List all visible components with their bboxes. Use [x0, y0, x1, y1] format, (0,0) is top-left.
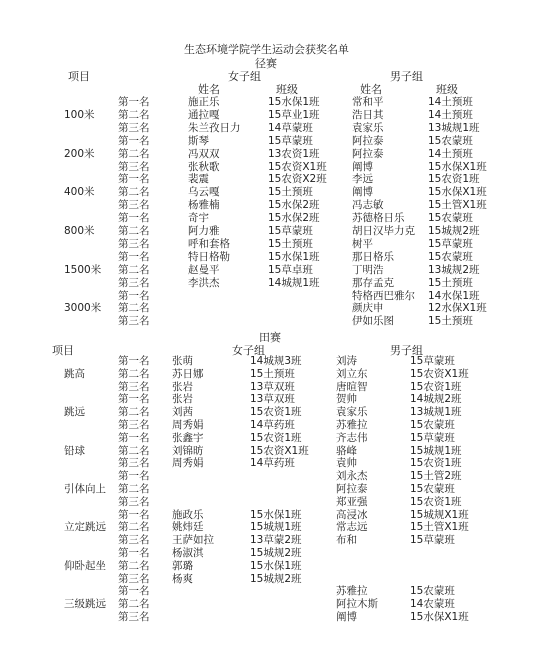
field-row-rank: 第一名	[118, 547, 150, 559]
field-row-women-class: 14草药班	[250, 457, 295, 470]
track-row-men-class: 13城规1班	[428, 121, 480, 134]
track-row-women-name: 朱兰孜日力	[188, 121, 241, 134]
track-row-men-name: 袁家乐	[352, 121, 384, 134]
field-row-women-class: 15水保1班	[250, 559, 302, 572]
field-row-item: 三级跳远	[64, 598, 106, 611]
track-row-men-name: 李远	[352, 173, 373, 186]
track-row-women-name: 冯双双	[188, 147, 220, 160]
field-row-women-name: 姚炜廷	[172, 521, 204, 534]
track-row-men-name: 颜庆申	[352, 302, 384, 315]
field-row-men-name: 苏雅拉	[336, 419, 368, 431]
field-row-men-name: 刘涛	[336, 355, 357, 367]
field-row-item: 跳远	[64, 406, 85, 419]
track-row-men-name: 伊如乐图	[352, 315, 394, 328]
field-row-men-name: 袁家乐	[336, 406, 368, 419]
track-row-item: 200米	[64, 147, 95, 160]
track-row-women-class: 15水保2班	[268, 199, 320, 212]
field-row-rank: 第二名	[118, 598, 150, 611]
track-row-women-name: 特日格勒	[188, 250, 230, 263]
track-row-men-class: 13城规2班	[428, 263, 480, 276]
track-header-men-name: 姓名	[360, 83, 382, 96]
track-row-men-name: 胡日汉毕力克	[352, 225, 415, 237]
track-row-rank: 第一名	[118, 96, 150, 108]
track-row-rank: 第三名	[118, 315, 150, 328]
field-row-men-name: 唐暄智	[336, 380, 368, 393]
track-row-men-class: 14土预班	[428, 147, 473, 160]
field-row-women-class: 13草双班	[250, 380, 295, 393]
field-row-women-class: 15城规1班	[250, 521, 302, 534]
field-row-men-class: 14农蒙班	[410, 598, 455, 611]
track-row-men-class: 15农资1班	[428, 173, 480, 186]
field-row-rank: 第一名	[118, 431, 150, 444]
track-row-rank: 第二名	[118, 108, 150, 121]
field-row-rank: 第三名	[118, 380, 150, 393]
field-row-women-name: 张岩	[172, 380, 193, 393]
field-row-rank: 第三名	[118, 419, 150, 431]
field-row-women-name: 王萨如拉	[172, 534, 214, 547]
field-row-rank: 第一名	[118, 585, 150, 598]
field-row-rank: 第一名	[118, 508, 150, 521]
field-row-men-class: 14城规2班	[410, 393, 462, 406]
field-row-women-class: 15土预班	[250, 367, 295, 380]
track-row-men-name: 苏德格日乐	[352, 212, 405, 225]
track-row-men-class: 12水保X1班	[428, 302, 487, 315]
track-row-men-class: 15土预班	[428, 315, 473, 328]
field-row-men-class: 15农资1班	[410, 495, 462, 508]
field-row-women-class: 15城规2班	[250, 572, 302, 585]
field-row-men-class: 15农蒙班	[410, 419, 455, 431]
track-header-women: 女子组	[228, 70, 261, 83]
field-row-women-class: 15农资X1班	[250, 444, 309, 457]
track-row-women-class: 15农资X2班	[268, 173, 327, 186]
track-row-rank: 第三名	[118, 199, 150, 212]
field-row-men-name: 高浸冰	[336, 508, 368, 521]
field-row-item: 立定跳远	[64, 521, 106, 534]
track-row-men-name: 那日格乐	[352, 250, 394, 263]
field-row-rank: 第三名	[118, 534, 150, 547]
field-row-men-class: 15水保X1班	[410, 611, 469, 623]
track-row-item: 400米	[64, 186, 95, 199]
track-row-men-class: 15农蒙班	[428, 212, 473, 225]
track-row-women-name: 裴震	[188, 173, 209, 186]
track-row-women-class: 15土预班	[268, 186, 313, 199]
field-row-men-class: 13城规1班	[410, 406, 462, 419]
track-row-men-class: 14土预班	[428, 108, 473, 121]
field-row-men-name: 阿拉泰	[336, 483, 368, 495]
track-row-women-name: 奇宇	[188, 212, 209, 225]
field-row-men-class: 15土管X1班	[410, 521, 469, 534]
field-row-men-name: 贺帅	[336, 393, 357, 406]
field-row-rank: 第三名	[118, 572, 150, 585]
track-row-rank: 第二名	[118, 186, 150, 199]
track-row-item: 800米	[64, 225, 95, 237]
field-row-women-class: 14城规3班	[250, 355, 302, 367]
field-header-men: 男子组	[390, 344, 423, 357]
track-row-men-class: 14土预班	[428, 96, 473, 108]
track-row-item: 3000米	[64, 302, 102, 315]
track-row-rank: 第二名	[118, 263, 150, 276]
field-row-men-class: 15草蒙班	[410, 534, 455, 547]
field-row-men-name: 骆峰	[336, 444, 357, 457]
track-row-women-class: 15草卓班	[268, 263, 313, 276]
field-heading: 田赛	[259, 331, 281, 344]
track-row-women-class: 15水保1班	[268, 96, 320, 108]
field-row-men-class: 15城规1班	[410, 444, 462, 457]
field-row-rank: 第二名	[118, 483, 150, 495]
field-row-rank: 第一名	[118, 470, 150, 483]
track-row-women-name: 张秋歌	[188, 160, 220, 173]
track-row-men-class: 14水保1班	[428, 289, 480, 302]
track-heading: 径赛	[255, 57, 277, 70]
field-row-women-class: 15农资1班	[250, 406, 302, 419]
field-row-rank: 第二名	[118, 559, 150, 572]
field-row-men-name: 阿拉木斯	[336, 598, 378, 611]
field-row-men-class: 15农资1班	[410, 457, 462, 470]
field-row-item: 跳高	[64, 367, 85, 380]
field-row-item: 铅球	[64, 444, 85, 457]
field-row-women-name: 周秀娟	[172, 419, 204, 431]
field-row-women-class: 14草药班	[250, 419, 295, 431]
track-row-men-class: 15土管X1班	[428, 199, 487, 212]
field-row-men-name: 刘立东	[336, 367, 368, 380]
field-row-women-name: 张萌	[172, 355, 193, 367]
track-row-women-name: 杨雅楠	[188, 199, 220, 212]
field-row-item: 引体向上	[64, 483, 106, 495]
track-row-men-name: 那存孟克	[352, 276, 394, 289]
track-row-rank: 第二名	[118, 147, 150, 160]
field-row-men-class: 15农蒙班	[410, 483, 455, 495]
field-row-rank: 第三名	[118, 495, 150, 508]
track-row-men-name: 阿拉泰	[352, 147, 384, 160]
track-row-men-name: 浩日其	[352, 108, 384, 121]
track-row-rank: 第二名	[118, 302, 150, 315]
field-row-women-name: 杨淑淇	[172, 547, 204, 559]
track-row-item: 100米	[64, 108, 95, 121]
track-row-women-name: 李洪杰	[188, 276, 220, 289]
track-row-rank: 第一名	[118, 289, 150, 302]
track-header-women-name: 姓名	[198, 83, 220, 96]
track-row-women-class: 15草蒙班	[268, 225, 313, 237]
track-row-men-name: 树平	[352, 237, 373, 250]
track-row-rank: 第三名	[118, 121, 150, 134]
track-header-women-class: 班级	[276, 83, 298, 96]
track-row-men-name: 冯志敏	[352, 199, 384, 212]
field-row-men-name: 齐志伟	[336, 431, 368, 444]
track-row-women-class: 15草业1班	[268, 108, 320, 121]
field-header-item: 项目	[52, 344, 74, 357]
track-row-women-name: 阿力雅	[188, 225, 220, 237]
track-row-women-name: 呼和套格	[188, 237, 230, 250]
track-row-women-class: 13农资1班	[268, 147, 320, 160]
field-row-men-class: 15城规X1班	[410, 508, 469, 521]
track-row-women-class: 15水保2班	[268, 212, 320, 225]
title: 生态环境学院学生运动会获奖名单	[184, 43, 349, 56]
field-row-women-name: 刘锦昉	[172, 444, 204, 457]
field-row-men-name: 郑亚强	[336, 495, 368, 508]
track-row-women-class: 14草蒙班	[268, 121, 313, 134]
field-row-women-name: 张鑫宇	[172, 431, 204, 444]
field-row-women-name: 苏日娜	[172, 367, 204, 380]
track-row-women-name: 通拉嘎	[188, 108, 220, 121]
field-row-rank: 第一名	[118, 393, 150, 406]
track-header-men: 男子组	[390, 70, 423, 83]
field-row-women-class: 13草双班	[250, 393, 295, 406]
track-row-men-name: 阐博	[352, 160, 373, 173]
track-row-women-class: 15土预班	[268, 237, 313, 250]
track-row-men-class: 15农蒙班	[428, 250, 473, 263]
field-row-men-class: 15农资X1班	[410, 367, 469, 380]
track-row-men-class: 15草蒙班	[428, 237, 473, 250]
field-row-women-name: 郭璐	[172, 559, 193, 572]
track-row-men-class: 15水保X1班	[428, 160, 487, 173]
track-header-item: 项目	[68, 70, 90, 83]
field-row-rank: 第三名	[118, 611, 150, 623]
track-row-rank: 第三名	[118, 160, 150, 173]
field-row-women-name: 周秀娟	[172, 457, 204, 470]
track-row-rank: 第三名	[118, 276, 150, 289]
field-row-rank: 第二名	[118, 406, 150, 419]
field-row-men-name: 苏雅拉	[336, 585, 368, 598]
field-row-women-name: 杨爽	[172, 572, 193, 585]
field-row-women-class: 15城规2班	[250, 547, 302, 559]
field-row-men-name: 刘永杰	[336, 470, 368, 483]
track-row-rank: 第一名	[118, 173, 150, 186]
track-row-women-name: 斯琴	[188, 134, 209, 147]
field-row-women-name: 施政乐	[172, 508, 204, 521]
field-row-rank: 第三名	[118, 457, 150, 470]
field-row-rank: 第一名	[118, 355, 150, 367]
field-row-rank: 第二名	[118, 521, 150, 534]
field-row-women-name: 刘茜	[172, 406, 193, 419]
track-header-men-class: 班级	[436, 83, 458, 96]
field-row-women-class: 15农资1班	[250, 431, 302, 444]
field-row-men-name: 布和	[336, 534, 357, 547]
track-row-men-class: 15农蒙班	[428, 134, 473, 147]
field-row-men-name: 袁帅	[336, 457, 357, 470]
track-row-rank: 第一名	[118, 250, 150, 263]
track-row-men-class: 15土预班	[428, 276, 473, 289]
field-row-men-class: 15农资1班	[410, 380, 462, 393]
field-row-rank: 第二名	[118, 444, 150, 457]
track-row-women-class: 15水保1班	[268, 250, 320, 263]
track-row-women-class: 15农资X1班	[268, 160, 327, 173]
field-row-men-name: 阐博	[336, 611, 357, 623]
field-row-women-class: 13草蒙2班	[250, 534, 302, 547]
track-row-men-class: 15城规2班	[428, 225, 480, 237]
track-row-men-name: 丁明浩	[352, 263, 384, 276]
track-row-women-class: 14城规1班	[268, 276, 320, 289]
track-row-rank: 第一名	[118, 134, 150, 147]
field-row-item: 仰卧起坐	[64, 559, 106, 572]
track-row-item: 1500米	[64, 263, 102, 276]
track-row-women-class: 15草蒙班	[268, 134, 313, 147]
track-row-men-class: 15水保X1班	[428, 186, 487, 199]
track-row-men-name: 常和平	[352, 96, 384, 108]
track-row-rank: 第一名	[118, 212, 150, 225]
track-row-men-name: 阿拉泰	[352, 134, 384, 147]
field-row-men-class: 15农蒙班	[410, 585, 455, 598]
field-row-women-name: 张岩	[172, 393, 193, 406]
track-row-men-name: 阐博	[352, 186, 373, 199]
track-row-men-name: 特格西巴雅尔	[352, 289, 415, 302]
track-row-rank: 第三名	[118, 237, 150, 250]
track-row-rank: 第二名	[118, 225, 150, 237]
field-header-women: 女子组	[232, 344, 265, 357]
track-row-women-name: 施正乐	[188, 96, 220, 108]
field-row-men-class: 15草蒙班	[410, 431, 455, 444]
field-row-rank: 第二名	[118, 367, 150, 380]
track-row-women-name: 乌云嘎	[188, 186, 220, 199]
field-row-men-class: 15土管2班	[410, 470, 462, 483]
field-row-men-class: 15草蒙班	[410, 355, 455, 367]
field-row-women-class: 15水保1班	[250, 508, 302, 521]
track-row-women-name: 赵曼平	[188, 263, 220, 276]
field-row-men-name: 常志远	[336, 521, 368, 534]
